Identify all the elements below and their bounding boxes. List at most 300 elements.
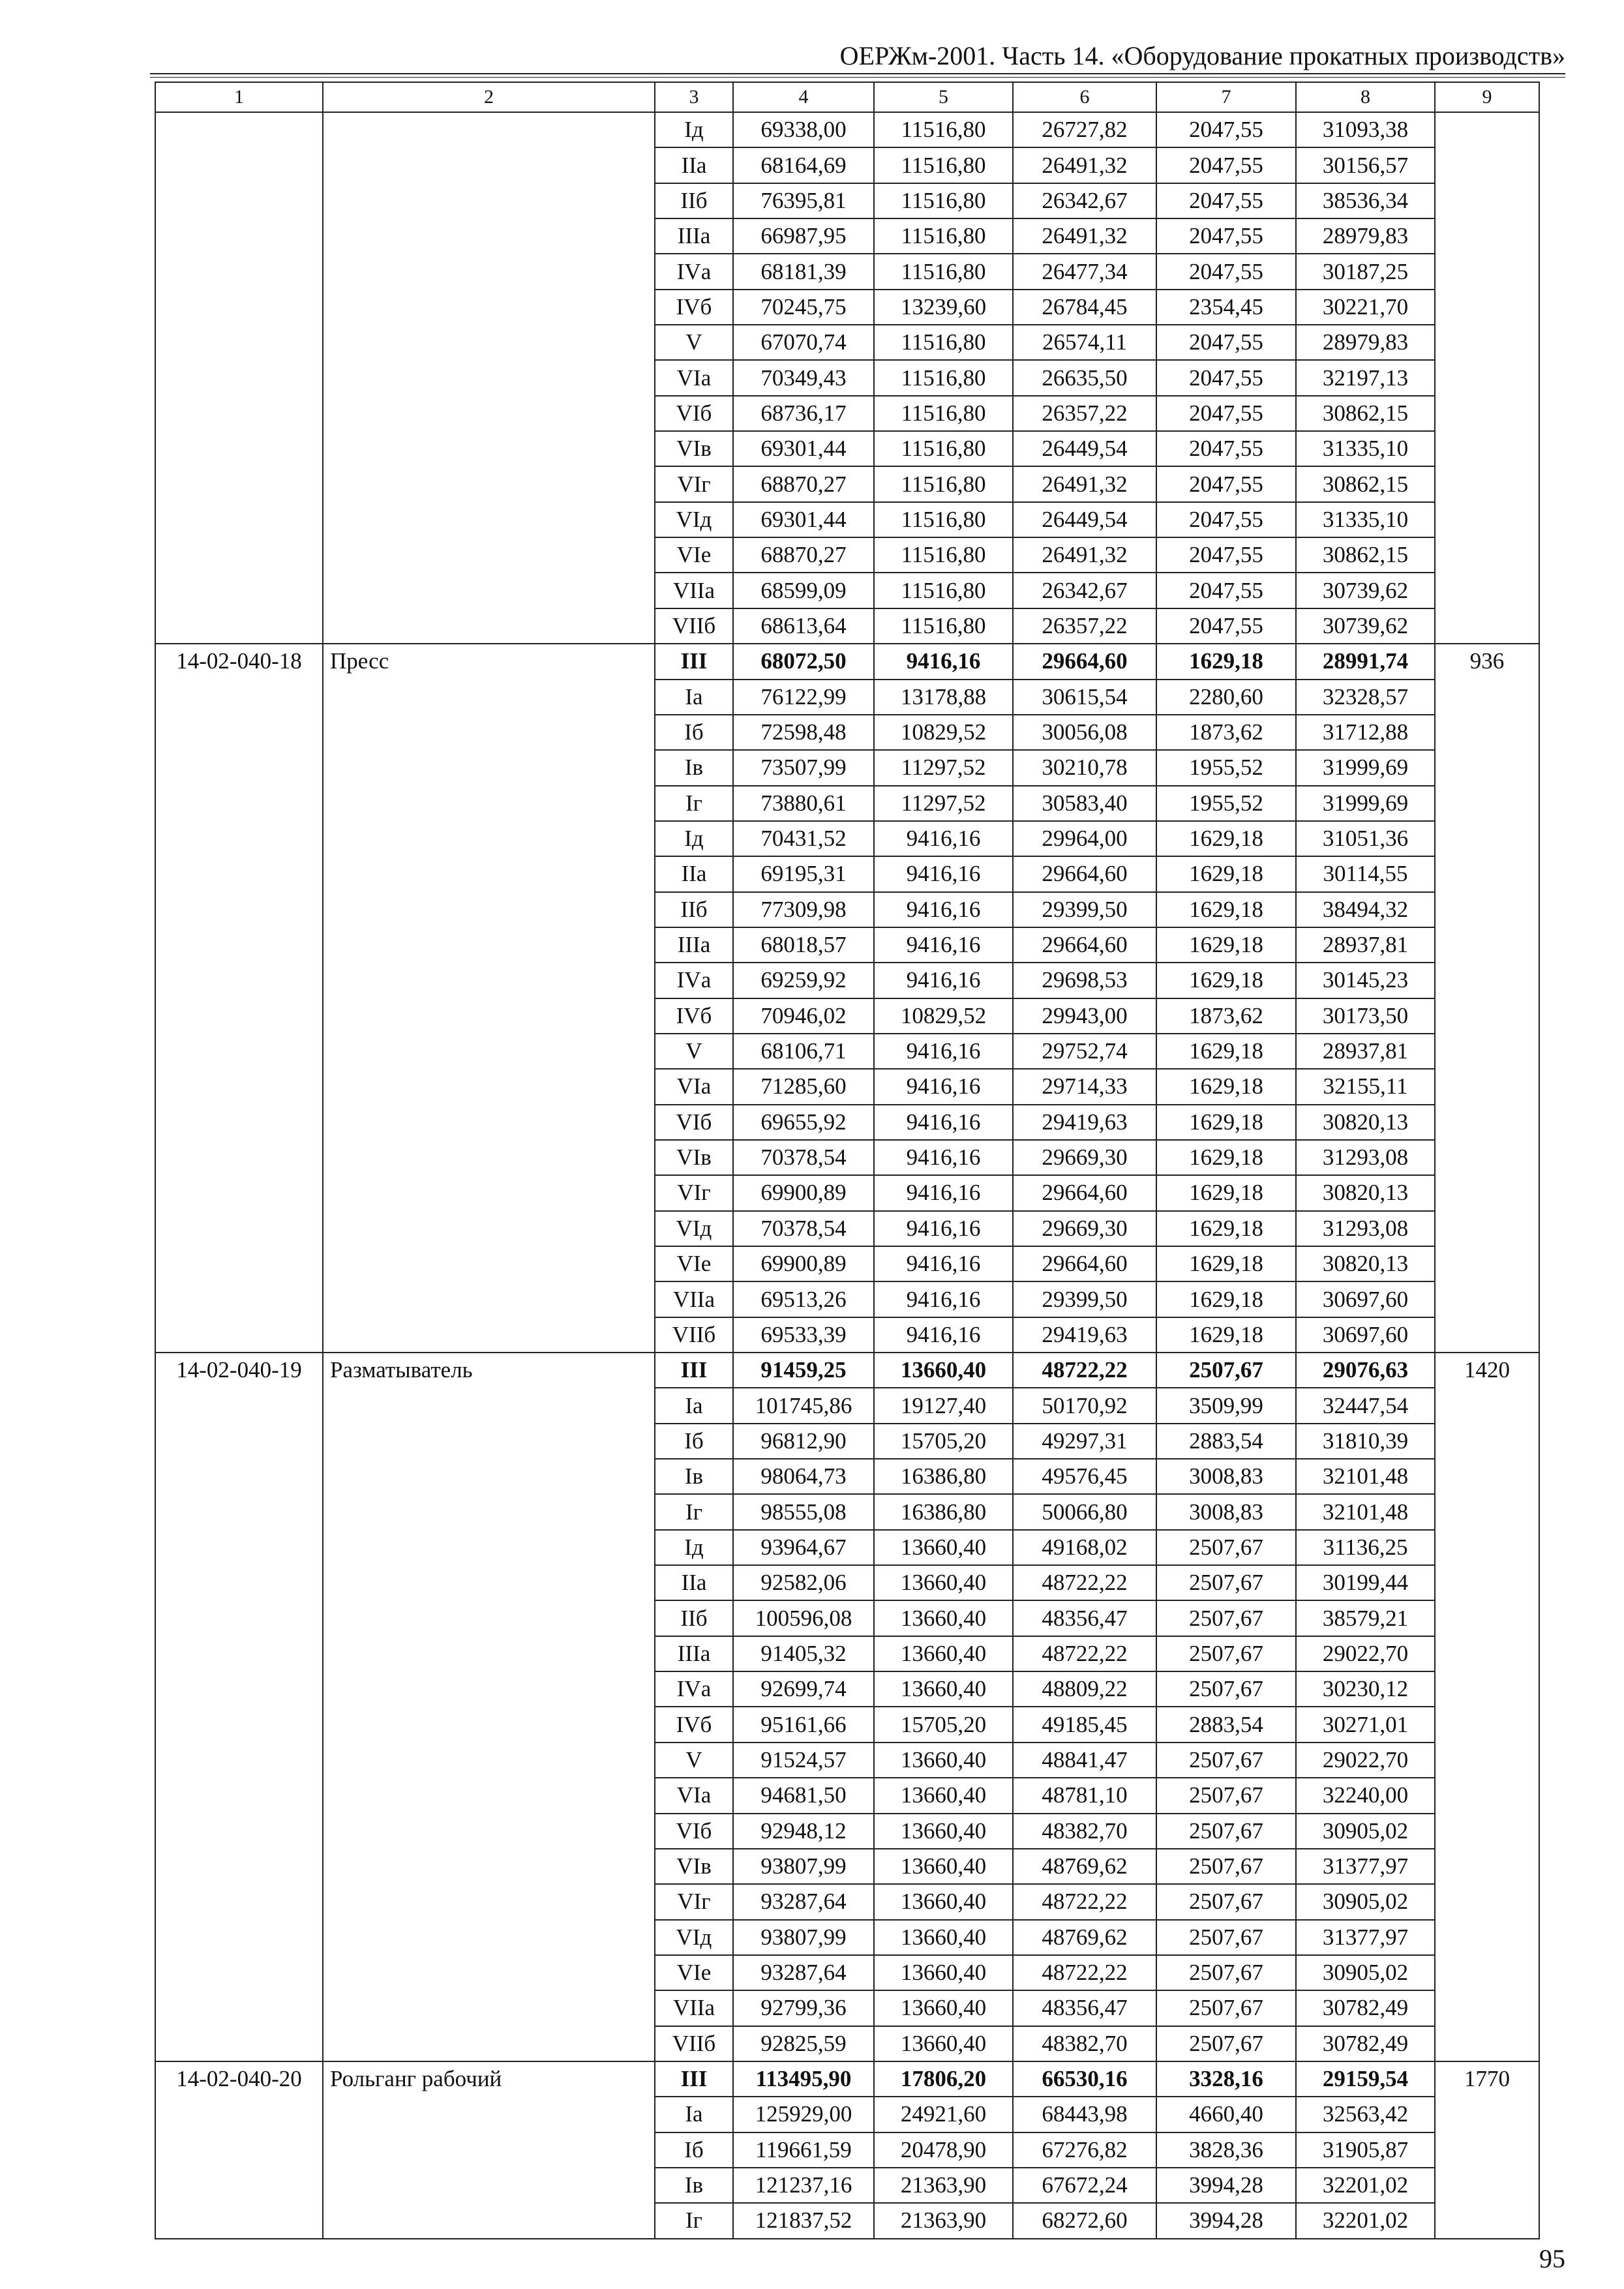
region-code: IVа xyxy=(655,254,733,289)
machine-operation: 26574,11 xyxy=(1013,325,1156,360)
region-code: IVб xyxy=(655,998,733,1034)
machinist-wages: 2047,55 xyxy=(1156,325,1296,360)
region-code: IIб xyxy=(655,183,733,218)
machinist-wages: 1629,18 xyxy=(1156,1175,1296,1210)
machinist-wages: 1629,18 xyxy=(1156,1105,1296,1140)
machinist-wages: 2047,55 xyxy=(1156,218,1296,254)
region-code: III xyxy=(655,2061,733,2097)
total-cost: 68613,64 xyxy=(733,608,874,644)
machinist-wages: 2507,67 xyxy=(1156,1671,1296,1707)
machine-operation: 29943,00 xyxy=(1013,998,1156,1034)
materials: 30905,02 xyxy=(1296,1884,1435,1919)
region-code: IIб xyxy=(655,892,733,927)
total-cost: 95161,66 xyxy=(733,1707,874,1742)
total-cost: 76122,99 xyxy=(733,680,874,715)
materials: 30739,62 xyxy=(1296,608,1435,644)
machine-operation: 48722,22 xyxy=(1013,1884,1156,1919)
wages: 13660,40 xyxy=(874,1636,1013,1671)
machinist-wages: 2047,55 xyxy=(1156,466,1296,501)
column-number: 6 xyxy=(1013,82,1156,112)
materials: 30782,49 xyxy=(1296,1990,1435,2026)
total-cost: 93807,99 xyxy=(733,1849,874,1884)
total-cost: 101745,86 xyxy=(733,1388,874,1423)
total-cost: 69259,92 xyxy=(733,963,874,998)
wages: 11516,80 xyxy=(874,537,1013,573)
machine-operation: 48356,47 xyxy=(1013,1990,1156,2026)
region-code: Iб xyxy=(655,2132,733,2168)
region-code: VIд xyxy=(655,1920,733,1955)
materials: 30230,12 xyxy=(1296,1671,1435,1707)
materials: 30862,15 xyxy=(1296,537,1435,573)
total-cost: 72598,48 xyxy=(733,715,874,750)
machinist-wages: 1629,18 xyxy=(1156,1246,1296,1281)
materials: 32563,42 xyxy=(1296,2097,1435,2132)
materials: 30862,15 xyxy=(1296,396,1435,431)
machinist-wages: 2507,67 xyxy=(1156,1990,1296,2026)
materials: 31335,10 xyxy=(1296,502,1435,537)
materials: 32101,48 xyxy=(1296,1459,1435,1494)
machinist-wages: 1629,18 xyxy=(1156,963,1296,998)
materials: 29022,70 xyxy=(1296,1636,1435,1671)
machine-operation: 29664,60 xyxy=(1013,644,1156,679)
materials: 28979,83 xyxy=(1296,325,1435,360)
rate-code xyxy=(155,112,323,644)
machine-operation: 29669,30 xyxy=(1013,1140,1156,1175)
materials: 30905,02 xyxy=(1296,1955,1435,1990)
wages: 11516,80 xyxy=(874,147,1013,183)
materials: 30905,02 xyxy=(1296,1814,1435,1849)
machinist-wages: 1873,62 xyxy=(1156,998,1296,1034)
region-code: Iв xyxy=(655,1459,733,1494)
materials: 32201,02 xyxy=(1296,2168,1435,2203)
machine-operation: 67672,24 xyxy=(1013,2168,1156,2203)
machinist-wages: 2047,55 xyxy=(1156,608,1296,644)
wages: 15705,20 xyxy=(874,1424,1013,1459)
wages: 11516,80 xyxy=(874,112,1013,147)
total-cost: 96812,90 xyxy=(733,1424,874,1459)
region-code: III xyxy=(655,644,733,679)
total-cost: 69533,39 xyxy=(733,1317,874,1353)
column-number: 7 xyxy=(1156,82,1296,112)
machine-operation: 29664,60 xyxy=(1013,856,1156,891)
wages: 11516,80 xyxy=(874,360,1013,395)
machine-operation: 26491,32 xyxy=(1013,537,1156,573)
region-code: VIд xyxy=(655,502,733,537)
total-cost: 93287,64 xyxy=(733,1955,874,1990)
machinist-wages: 1629,18 xyxy=(1156,821,1296,856)
rates-table-wrapper xyxy=(155,82,1540,2239)
total-cost: 91524,57 xyxy=(733,1743,874,1778)
machinist-wages: 2047,55 xyxy=(1156,112,1296,147)
column-number: 1 xyxy=(155,82,323,112)
region-code: IVб xyxy=(655,290,733,325)
region-code: Iа xyxy=(655,680,733,715)
materials: 30156,57 xyxy=(1296,147,1435,183)
region-code: VIд xyxy=(655,1211,733,1246)
region-code: IIб xyxy=(655,1600,733,1636)
region-code: IIа xyxy=(655,1565,733,1600)
column-9-value: 1770 xyxy=(1435,2061,1539,2239)
wages: 21363,90 xyxy=(874,2203,1013,2238)
machine-operation: 50170,92 xyxy=(1013,1388,1156,1423)
machinist-wages: 1873,62 xyxy=(1156,715,1296,750)
region-code: Iг xyxy=(655,1494,733,1529)
region-code: VIIб xyxy=(655,608,733,644)
machinist-wages: 1955,52 xyxy=(1156,750,1296,785)
wages: 24921,60 xyxy=(874,2097,1013,2132)
total-cost: 73880,61 xyxy=(733,786,874,821)
machine-operation: 26491,32 xyxy=(1013,147,1156,183)
region-code: VIа xyxy=(655,360,733,395)
machine-operation: 48722,22 xyxy=(1013,1353,1156,1388)
wages: 19127,40 xyxy=(874,1388,1013,1423)
materials: 30862,15 xyxy=(1296,466,1435,501)
total-cost: 68181,39 xyxy=(733,254,874,289)
machine-operation: 49185,45 xyxy=(1013,1707,1156,1742)
materials: 38494,32 xyxy=(1296,892,1435,927)
header-rule xyxy=(150,73,1565,74)
machine-operation: 29399,50 xyxy=(1013,1281,1156,1317)
wages: 11516,80 xyxy=(874,254,1013,289)
region-code: V xyxy=(655,325,733,360)
total-cost: 93287,64 xyxy=(733,1884,874,1919)
machine-operation: 30615,54 xyxy=(1013,680,1156,715)
materials: 30739,62 xyxy=(1296,573,1435,608)
materials: 30145,23 xyxy=(1296,963,1435,998)
materials: 28979,83 xyxy=(1296,218,1435,254)
machine-operation: 26357,22 xyxy=(1013,608,1156,644)
total-cost: 121237,16 xyxy=(733,2168,874,2203)
region-code: Iа xyxy=(655,1388,733,1423)
machine-operation: 48769,62 xyxy=(1013,1849,1156,1884)
machine-operation: 26342,67 xyxy=(1013,573,1156,608)
wages: 16386,80 xyxy=(874,1494,1013,1529)
wages: 9416,16 xyxy=(874,644,1013,679)
machine-operation: 48809,22 xyxy=(1013,1671,1156,1707)
region-code: VIе xyxy=(655,1246,733,1281)
materials: 30199,44 xyxy=(1296,1565,1435,1600)
wages: 9416,16 xyxy=(874,1034,1013,1069)
region-code: VIа xyxy=(655,1069,733,1104)
materials: 32101,48 xyxy=(1296,1494,1435,1529)
machinist-wages: 1629,18 xyxy=(1156,1140,1296,1175)
total-cost: 69301,44 xyxy=(733,431,874,466)
materials: 29159,54 xyxy=(1296,2061,1435,2097)
machine-operation: 29399,50 xyxy=(1013,892,1156,927)
rate-code: 14-02-040-20 xyxy=(155,2061,323,2239)
region-code: VIIа xyxy=(655,1281,733,1317)
materials: 28937,81 xyxy=(1296,927,1435,963)
region-code: VIIб xyxy=(655,1317,733,1353)
wages: 13178,88 xyxy=(874,680,1013,715)
total-cost: 92825,59 xyxy=(733,2026,874,2061)
column-number: 9 xyxy=(1435,82,1539,112)
total-cost: 100596,08 xyxy=(733,1600,874,1636)
wages: 9416,16 xyxy=(874,963,1013,998)
region-code: IIа xyxy=(655,856,733,891)
machinist-wages: 2047,55 xyxy=(1156,502,1296,537)
wages: 13660,40 xyxy=(874,1565,1013,1600)
total-cost: 70378,54 xyxy=(733,1211,874,1246)
materials: 31999,69 xyxy=(1296,750,1435,785)
materials: 30187,25 xyxy=(1296,254,1435,289)
column-number: 4 xyxy=(733,82,874,112)
wages: 11516,80 xyxy=(874,183,1013,218)
machine-operation: 26784,45 xyxy=(1013,290,1156,325)
wages: 21363,90 xyxy=(874,2168,1013,2203)
machinist-wages: 1629,18 xyxy=(1156,1069,1296,1104)
machine-operation: 48769,62 xyxy=(1013,1920,1156,1955)
wages: 13660,40 xyxy=(874,1743,1013,1778)
region-code: Iд xyxy=(655,821,733,856)
materials: 32155,11 xyxy=(1296,1069,1435,1104)
machinist-wages: 3008,83 xyxy=(1156,1459,1296,1494)
total-cost: 91459,25 xyxy=(733,1353,874,1388)
total-cost: 113495,90 xyxy=(733,2061,874,2097)
machinist-wages: 1629,18 xyxy=(1156,1317,1296,1353)
machinist-wages: 2047,55 xyxy=(1156,431,1296,466)
machine-operation: 49297,31 xyxy=(1013,1424,1156,1459)
machine-operation: 68272,60 xyxy=(1013,2203,1156,2238)
region-code: Iб xyxy=(655,1424,733,1459)
wages: 10829,52 xyxy=(874,715,1013,750)
materials: 30173,50 xyxy=(1296,998,1435,1034)
region-code: VIв xyxy=(655,1849,733,1884)
column-9-value: 1420 xyxy=(1435,1353,1539,2061)
region-code: VIа xyxy=(655,1778,733,1813)
materials: 28937,81 xyxy=(1296,1034,1435,1069)
region-code: VIг xyxy=(655,466,733,501)
wages: 9416,16 xyxy=(874,1281,1013,1317)
machinist-wages: 3994,28 xyxy=(1156,2168,1296,2203)
wages: 9416,16 xyxy=(874,1105,1013,1140)
wages: 16386,80 xyxy=(874,1459,1013,1494)
total-cost: 76395,81 xyxy=(733,183,874,218)
wages: 11516,80 xyxy=(874,218,1013,254)
machinist-wages: 3328,16 xyxy=(1156,2061,1296,2097)
region-code: Iд xyxy=(655,112,733,147)
wages: 9416,16 xyxy=(874,1069,1013,1104)
wages: 13239,60 xyxy=(874,290,1013,325)
region-code: Iг xyxy=(655,786,733,821)
machinist-wages: 1629,18 xyxy=(1156,1034,1296,1069)
total-cost: 93807,99 xyxy=(733,1920,874,1955)
region-code: Iд xyxy=(655,1530,733,1565)
total-cost: 92699,74 xyxy=(733,1671,874,1707)
machine-operation: 29664,60 xyxy=(1013,1246,1156,1281)
region-code: VIIа xyxy=(655,1990,733,2026)
total-cost: 66987,95 xyxy=(733,218,874,254)
table-body xyxy=(155,82,1539,2239)
machine-operation: 66530,16 xyxy=(1013,2061,1156,2097)
total-cost: 77309,98 xyxy=(733,892,874,927)
region-code: IVа xyxy=(655,963,733,998)
equipment-name: Рольганг рабочий xyxy=(323,2061,655,2239)
wages: 11516,80 xyxy=(874,396,1013,431)
machinist-wages: 1629,18 xyxy=(1156,892,1296,927)
table-row xyxy=(155,2061,1539,2097)
total-cost: 92582,06 xyxy=(733,1565,874,1600)
wages: 13660,40 xyxy=(874,2026,1013,2061)
machine-operation: 50066,80 xyxy=(1013,1494,1156,1529)
machinist-wages: 2280,60 xyxy=(1156,680,1296,715)
machine-operation: 48382,70 xyxy=(1013,2026,1156,2061)
machine-operation: 67276,82 xyxy=(1013,2132,1156,2168)
machine-operation: 26477,34 xyxy=(1013,254,1156,289)
materials: 30271,01 xyxy=(1296,1707,1435,1742)
machinist-wages: 1629,18 xyxy=(1156,856,1296,891)
table-row xyxy=(155,1353,1539,1388)
region-code: VIг xyxy=(655,1175,733,1210)
wages: 10829,52 xyxy=(874,998,1013,1034)
page-header-title: ОЕРЖм-2001. Часть 14. «Оборудование прокатных производств» xyxy=(839,41,1565,70)
materials: 32197,13 xyxy=(1296,360,1435,395)
region-code: IIIа xyxy=(655,218,733,254)
wages: 11516,80 xyxy=(874,573,1013,608)
machinist-wages: 2047,55 xyxy=(1156,183,1296,218)
region-code: IVа xyxy=(655,1671,733,1707)
total-cost: 69513,26 xyxy=(733,1281,874,1317)
materials: 30820,13 xyxy=(1296,1105,1435,1140)
region-code: Iб xyxy=(655,715,733,750)
machinist-wages: 2507,67 xyxy=(1156,1353,1296,1388)
total-cost: 73507,99 xyxy=(733,750,874,785)
rate-code: 14-02-040-19 xyxy=(155,1353,323,2061)
materials: 31810,39 xyxy=(1296,1424,1435,1459)
total-cost: 70349,43 xyxy=(733,360,874,395)
total-cost: 70245,75 xyxy=(733,290,874,325)
machinist-wages: 2047,55 xyxy=(1156,537,1296,573)
region-code: VIе xyxy=(655,537,733,573)
region-code: IVб xyxy=(655,1707,733,1742)
machinist-wages: 2883,54 xyxy=(1156,1707,1296,1742)
wages: 11516,80 xyxy=(874,608,1013,644)
total-cost: 68870,27 xyxy=(733,466,874,501)
materials: 30820,13 xyxy=(1296,1175,1435,1210)
materials: 31712,88 xyxy=(1296,715,1435,750)
machine-operation: 29714,33 xyxy=(1013,1069,1156,1104)
machine-operation: 29419,63 xyxy=(1013,1317,1156,1353)
total-cost: 69301,44 xyxy=(733,502,874,537)
total-cost: 68164,69 xyxy=(733,147,874,183)
wages: 13660,40 xyxy=(874,1778,1013,1813)
materials: 32240,00 xyxy=(1296,1778,1435,1813)
region-code: VIIа xyxy=(655,573,733,608)
wages: 9416,16 xyxy=(874,892,1013,927)
machine-operation: 48382,70 xyxy=(1013,1814,1156,1849)
equipment-name: Пресс xyxy=(323,644,655,1353)
total-cost: 68072,50 xyxy=(733,644,874,679)
column-number: 3 xyxy=(655,82,733,112)
machinist-wages: 1955,52 xyxy=(1156,786,1296,821)
wages: 9416,16 xyxy=(874,1246,1013,1281)
machine-operation: 26727,82 xyxy=(1013,112,1156,147)
region-code: VIб xyxy=(655,1814,733,1849)
materials: 29022,70 xyxy=(1296,1743,1435,1778)
machine-operation: 48356,47 xyxy=(1013,1600,1156,1636)
region-code: VIб xyxy=(655,1105,733,1140)
materials: 30114,55 xyxy=(1296,856,1435,891)
region-code: IIIа xyxy=(655,927,733,963)
materials: 31905,87 xyxy=(1296,2132,1435,2168)
machine-operation: 29664,60 xyxy=(1013,1175,1156,1210)
total-cost: 70946,02 xyxy=(733,998,874,1034)
region-code: Iа xyxy=(655,2097,733,2132)
machinist-wages: 2507,67 xyxy=(1156,1600,1296,1636)
equipment-name xyxy=(323,112,655,644)
wages: 13660,40 xyxy=(874,1990,1013,2026)
machine-operation: 26491,32 xyxy=(1013,218,1156,254)
machine-operation: 48781,10 xyxy=(1013,1778,1156,1813)
header-rule-thin xyxy=(150,77,1565,78)
materials: 30820,13 xyxy=(1296,1246,1435,1281)
machinist-wages: 3509,99 xyxy=(1156,1388,1296,1423)
total-cost: 68599,09 xyxy=(733,573,874,608)
machinist-wages: 3994,28 xyxy=(1156,2203,1296,2238)
materials: 30697,60 xyxy=(1296,1317,1435,1353)
total-cost: 68736,17 xyxy=(733,396,874,431)
machinist-wages: 2047,55 xyxy=(1156,147,1296,183)
column-9-value xyxy=(1435,112,1539,644)
machinist-wages: 2883,54 xyxy=(1156,1424,1296,1459)
machine-operation: 48722,22 xyxy=(1013,1565,1156,1600)
total-cost: 69195,31 xyxy=(733,856,874,891)
wages: 9416,16 xyxy=(874,856,1013,891)
machine-operation: 48722,22 xyxy=(1013,1955,1156,1990)
wages: 11516,80 xyxy=(874,431,1013,466)
region-code: IIIа xyxy=(655,1636,733,1671)
wages: 9416,16 xyxy=(874,1317,1013,1353)
region-code: Iг xyxy=(655,2203,733,2238)
materials: 31335,10 xyxy=(1296,431,1435,466)
machinist-wages: 2507,67 xyxy=(1156,1849,1296,1884)
wages: 11516,80 xyxy=(874,502,1013,537)
machine-operation: 26449,54 xyxy=(1013,431,1156,466)
region-code: Iв xyxy=(655,750,733,785)
total-cost: 69900,89 xyxy=(733,1246,874,1281)
wages: 20478,90 xyxy=(874,2132,1013,2168)
materials: 30782,49 xyxy=(1296,2026,1435,2061)
machine-operation: 49576,45 xyxy=(1013,1459,1156,1494)
materials: 31377,97 xyxy=(1296,1920,1435,1955)
wages: 11516,80 xyxy=(874,325,1013,360)
materials: 38579,21 xyxy=(1296,1600,1435,1636)
machinist-wages: 3008,83 xyxy=(1156,1494,1296,1529)
total-cost: 92799,36 xyxy=(733,1990,874,2026)
page-number: 95 xyxy=(1539,2244,1565,2273)
machine-operation: 26491,32 xyxy=(1013,466,1156,501)
machinist-wages: 2047,55 xyxy=(1156,360,1296,395)
machine-operation: 30056,08 xyxy=(1013,715,1156,750)
region-code: V xyxy=(655,1034,733,1069)
materials: 31051,36 xyxy=(1296,821,1435,856)
total-cost: 68018,57 xyxy=(733,927,874,963)
machinist-wages: 2507,67 xyxy=(1156,1955,1296,1990)
total-cost: 70378,54 xyxy=(733,1140,874,1175)
machinist-wages: 2507,67 xyxy=(1156,1884,1296,1919)
region-code: VIв xyxy=(655,431,733,466)
total-cost: 91405,32 xyxy=(733,1636,874,1671)
machine-operation: 48722,22 xyxy=(1013,1636,1156,1671)
machinist-wages: 2507,67 xyxy=(1156,2026,1296,2061)
column-9-value: 936 xyxy=(1435,644,1539,1353)
machinist-wages: 1629,18 xyxy=(1156,927,1296,963)
region-code: IIа xyxy=(655,147,733,183)
region-code: VIв xyxy=(655,1140,733,1175)
machinist-wages: 2507,67 xyxy=(1156,1920,1296,1955)
rate-code: 14-02-040-18 xyxy=(155,644,323,1353)
region-code: V xyxy=(655,1743,733,1778)
